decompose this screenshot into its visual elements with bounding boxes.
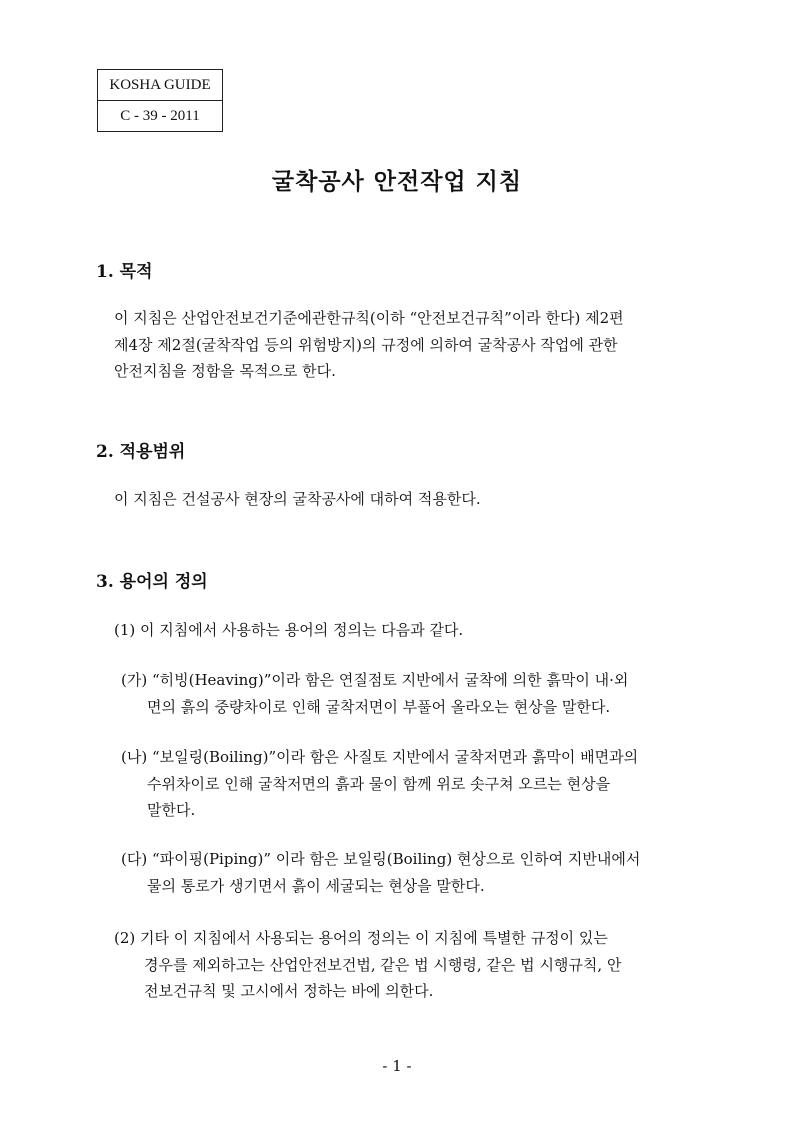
definition-item-1 (114, 617, 463, 644)
item-line: (가) “히빙(Heaving)”이라 함은 연질점토 지반에서 굴착에 의한 흙막이 내·외 (121, 671, 629, 689)
paragraph-line: 안전지침을 정함을 목적으로 한다. (114, 362, 336, 380)
item-line: 전보건규칙 및 고시에서 정하는 바에 의한다. (144, 982, 434, 1000)
item-line: 수위차이로 인해 굴착저면의 흙과 물이 함께 위로 솟구쳐 오르는 현상을 (147, 774, 611, 793)
guide-label: KOSHA GUIDE (109, 77, 211, 93)
page-number: - 1 - (382, 1057, 412, 1075)
definition-piping (121, 846, 701, 899)
item-line: (나) “보일링(Boiling)”이라 함은 사질토 지반에서 굴착저면과 흙막이 배면과의 (121, 748, 639, 766)
item-line: (1) 이 지침에서 사용하는 용어의 정의는 다음과 같다. (114, 621, 464, 639)
guide-code: C - 39 - 2011 (98, 100, 222, 131)
purpose-paragraph (114, 305, 702, 385)
document-title: 굴착공사 안전작업 지침 (271, 168, 523, 195)
section-heading-definitions: 3. 용어의 정의 (96, 572, 208, 592)
item-line: 말한다. (147, 801, 196, 819)
definition-heaving (121, 667, 701, 720)
section-heading-scope: 2. 적용범위 (96, 442, 186, 462)
guide-code-box (97, 69, 223, 132)
item-line: 면의 흙의 중량차이로 인해 굴착저면이 부풀어 올라오는 현상을 말한다. (147, 697, 611, 716)
scope-paragraph (114, 486, 702, 513)
paragraph-line: 이 지침은 건설공사 현장의 굴착공사에 대하여 적용한다. (114, 490, 481, 508)
item-line: (2) 기타 이 지침에서 사용되는 용어의 정의는 이 지침에 특별한 규정이 있는 (114, 929, 608, 947)
definition-boiling (121, 744, 701, 824)
paragraph-line: 제4장 제2절(굴착작업 등의 위험방지)의 규정에 의하여 굴착공사 작업에 관한 (114, 335, 618, 354)
item-line: 경우를 제외하고는 산업안전보건법, 같은 법 시행령, 같은 법 시행규칙, 안 (144, 955, 622, 974)
definition-item-2 (114, 925, 702, 1005)
item-line: (다) “파이핑(Piping)” 이라 함은 보일링(Boiling) 현상으로 인하여 지반내에서 (121, 850, 641, 868)
section-heading-purpose: 1. 목적 (96, 262, 153, 282)
item-line: 물의 통로가 생기면서 흙이 세굴되는 현상을 말한다. (147, 876, 485, 895)
paragraph-line: 이 지침은 산업안전보건기준에관한규칙(이하 “안전보건규칙”이라 한다) 제2편 (114, 309, 624, 327)
